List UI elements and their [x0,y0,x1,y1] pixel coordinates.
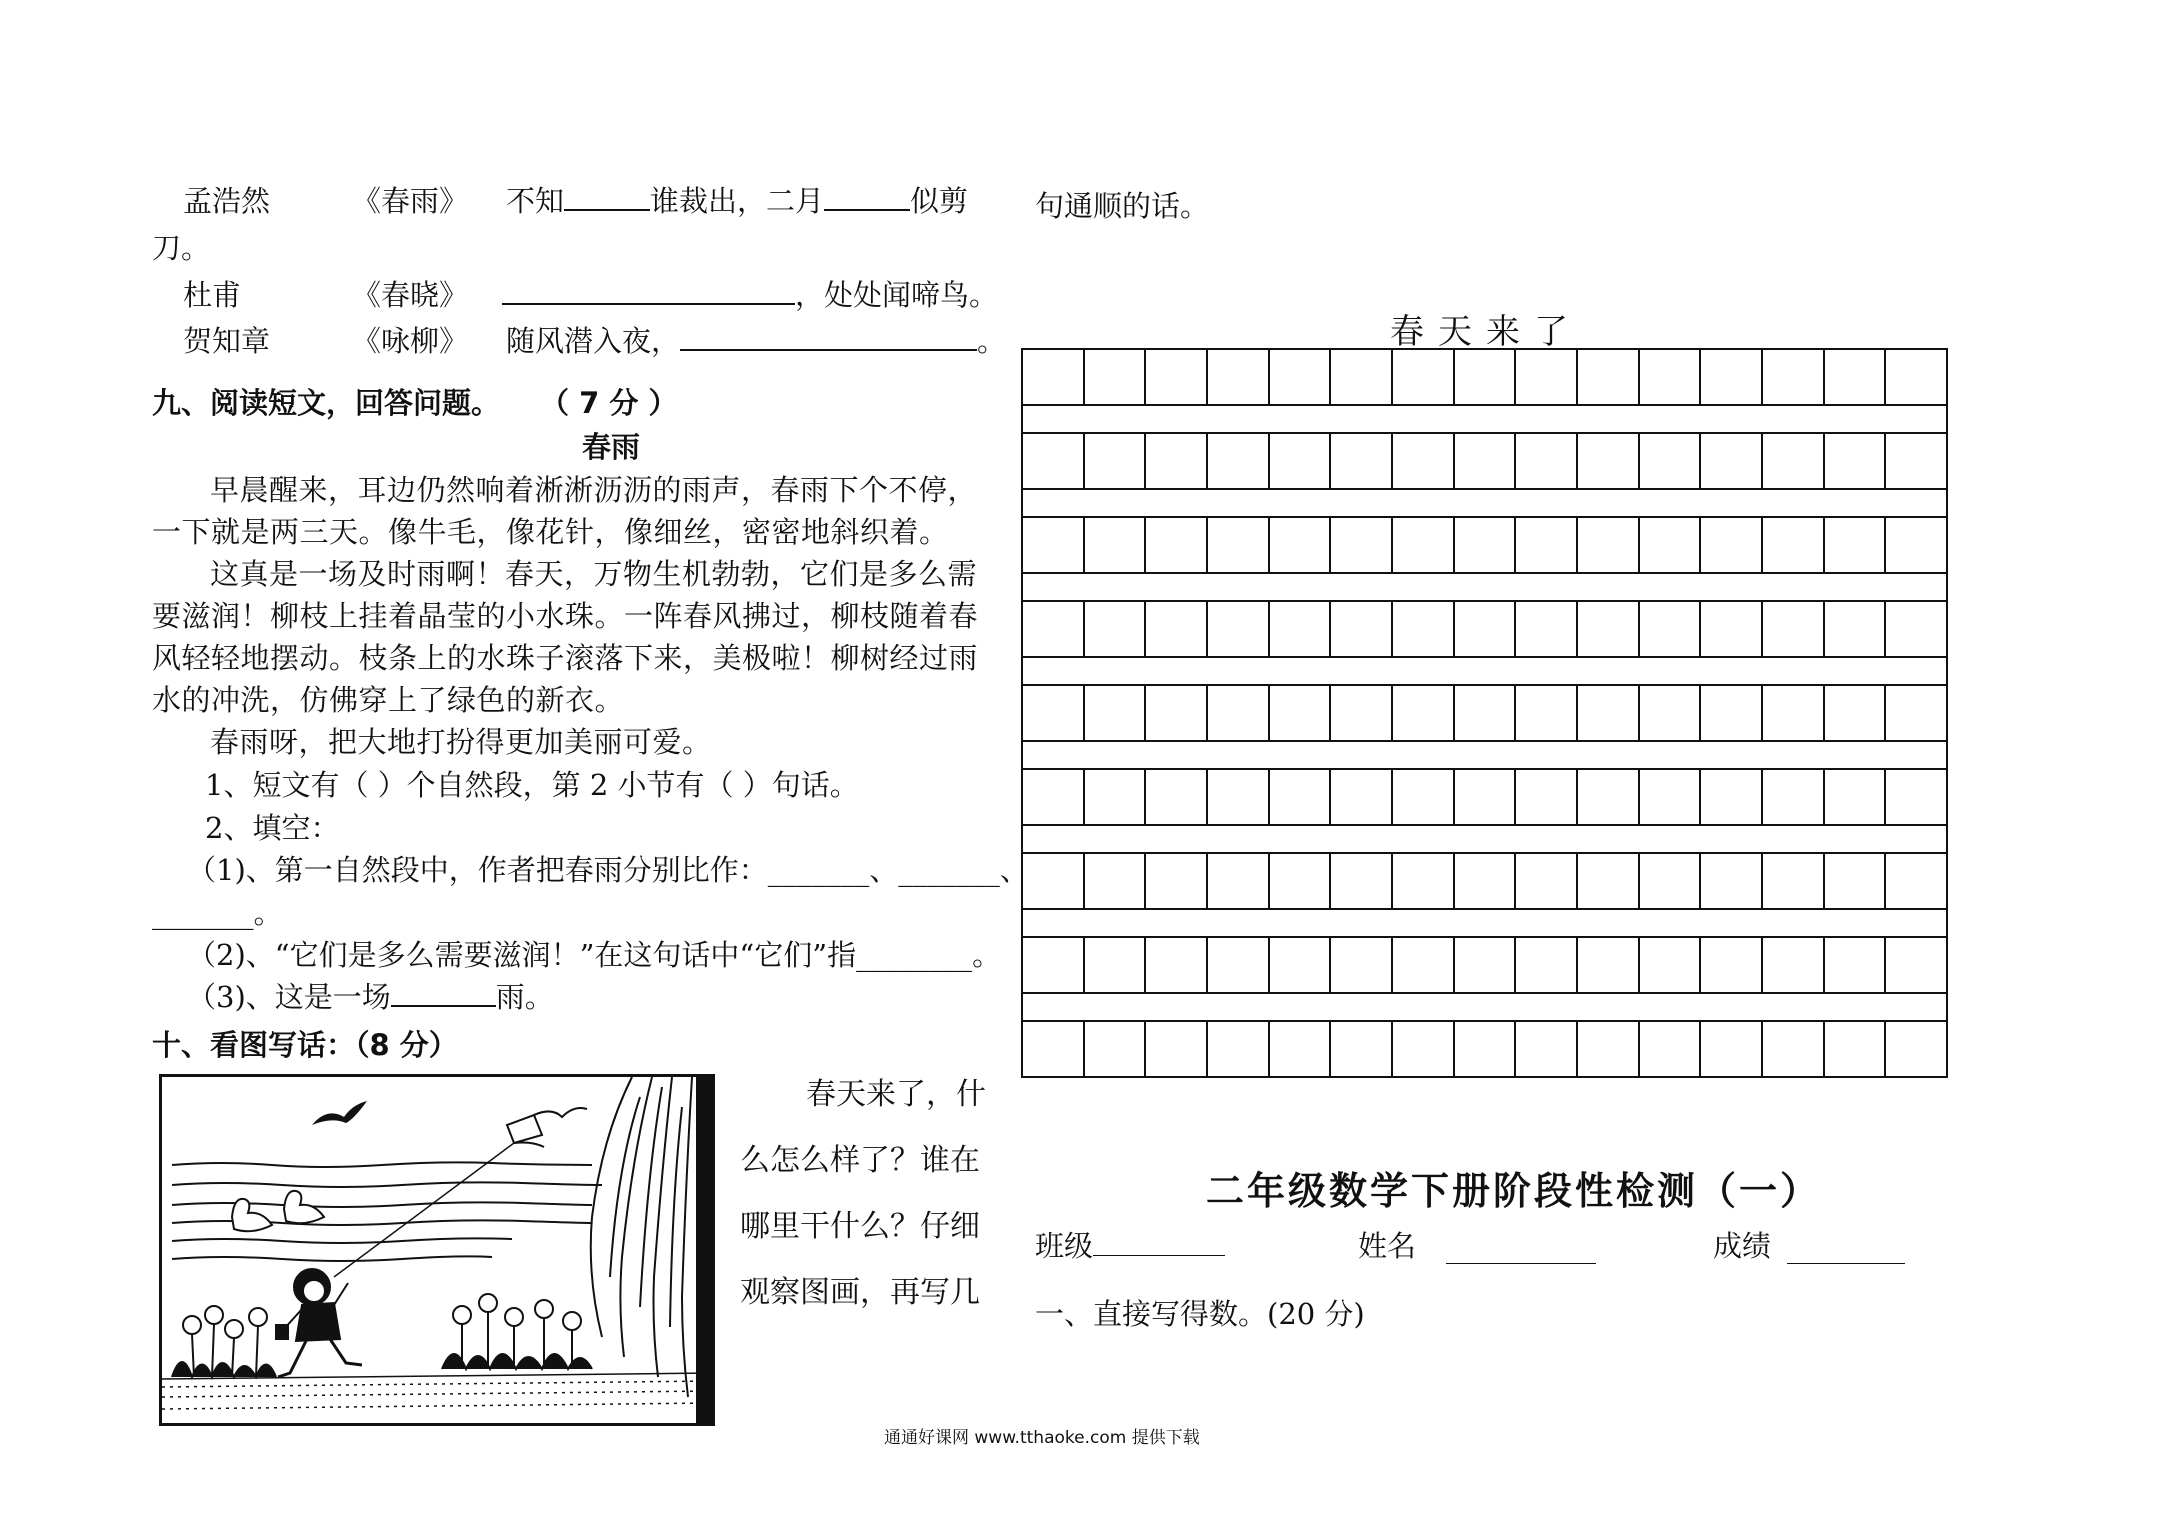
footer-source: 通通好课网 www.tthaoke.com 提供下载 [884,1428,1200,1448]
writing-grid-spacer [1021,742,1948,768]
prompt-line-3: 哪里干什么？仔细 [740,1209,980,1244]
writing-grid-cell[interactable] [1701,1022,1763,1076]
writing-grid-cell[interactable] [1763,938,1825,992]
passage-paragraph-2: 这真是一场及时雨啊！春天，万物生机勃勃，它们是多么需要滋润！柳枝上挂着晶莹的小水珠。一阵春风拂过，柳枝随着春风轻轻地摆动。枝条上的水珠子滚落下来，美极啦！柳树经过雨水的冲洗，仿佛穿上了绿色的新衣。 [152,557,979,717]
poem2-blank[interactable] [502,299,795,305]
poem2-line [502,275,998,315]
writing-grid-cell[interactable] [1455,854,1517,908]
writing-grid-row [1021,684,1948,742]
prompt-line-4: 观察图画，再写几 [740,1275,980,1310]
poem3-title: 《咏柳》 [352,324,469,358]
writing-grid-cell[interactable] [1516,854,1578,908]
writing-grid-row [1021,768,1948,826]
writing-grid-cell[interactable] [1208,434,1270,488]
question-2-3-a: （3)、这是一场 [187,980,391,1014]
writing-grid-cell[interactable] [1455,518,1517,572]
question-1: 1、短文有（ ）个自然段，第 2 小节有（ ）句话。 [205,768,859,802]
writing-grid-cell[interactable] [1393,938,1455,992]
writing-grid-cell[interactable] [1701,518,1763,572]
writing-grid-cell[interactable] [1023,434,1085,488]
poem1-author: 孟浩然 [183,184,271,218]
prompt-line-1: 春天来了，什 [806,1077,986,1112]
writing-grid-cell[interactable] [1023,518,1085,572]
poem1-wrap: 刀。 [152,231,211,265]
writing-grid-cell[interactable] [1578,686,1640,740]
writing-grid-cell[interactable] [1270,770,1332,824]
writing-grid-cell[interactable] [1146,854,1208,908]
section9-score: （ 7 分 ） [540,386,678,420]
writing-grid-cell[interactable] [1270,686,1332,740]
poem1-blank2[interactable] [824,205,910,211]
writing-grid-cell[interactable] [1270,350,1332,404]
question-2-3-b: 雨。 [495,980,554,1014]
writing-grid-cell[interactable] [1825,854,1887,908]
writing-grid-cell[interactable] [1578,1022,1640,1076]
writing-grid-row [1021,348,1948,406]
writing-grid-cell[interactable] [1393,854,1455,908]
writing-grid-cell[interactable] [1825,518,1887,572]
writing-grid-cell[interactable] [1516,938,1578,992]
poem3-blank[interactable] [680,345,977,351]
writing-grid-cell[interactable] [1455,602,1517,656]
passage-paragraph-3: 春雨呀，把大地打扮得更加美丽可爱。 [210,725,712,759]
writing-grid-cell[interactable] [1085,602,1147,656]
poem1-part1: 不知 [506,184,565,218]
writing-grid-cell[interactable] [1886,938,1946,992]
writing-grid-cell[interactable] [1763,1022,1825,1076]
poem3-author: 贺知章 [183,324,271,358]
writing-grid-cell[interactable] [1825,350,1887,404]
writing-grid-cell[interactable] [1270,434,1332,488]
writing-grid-cell[interactable] [1701,938,1763,992]
question-2-2: （2)、“它们是多么需要滋润！”在这句话中“它们”指________。 [187,938,1002,972]
writing-grid-cell[interactable] [1146,1022,1208,1076]
writing-grid-cell[interactable] [1455,434,1517,488]
writing-grid-spacer [1021,910,1948,936]
writing-grid-cell[interactable] [1146,350,1208,404]
poem1-line [506,181,968,221]
writing-grid-cell[interactable] [1516,602,1578,656]
writing-grid-cell[interactable] [1578,854,1640,908]
writing-grid-cell[interactable] [1208,938,1270,992]
writing-grid-cell[interactable] [1085,770,1147,824]
writing-grid-cell[interactable] [1455,938,1517,992]
writing-grid-spacer [1021,574,1948,600]
writing-grid-cell[interactable] [1886,854,1946,908]
writing-grid-cell[interactable] [1331,686,1393,740]
writing-grid-cell[interactable] [1085,938,1147,992]
writing-grid-cell[interactable] [1455,1022,1517,1076]
question-2: 2、填空： [205,811,340,845]
class-input[interactable] [1093,1251,1225,1256]
writing-grid-spacer [1021,826,1948,852]
writing-grid-cell[interactable] [1331,938,1393,992]
bird-icon [312,1101,367,1125]
writing-grid-cell[interactable] [1886,602,1946,656]
poem2-title: 《春晓》 [352,278,469,312]
writing-grid-cell[interactable] [1640,686,1702,740]
poem1-part3: 似剪 [910,184,969,218]
writing-grid-cell[interactable] [1331,1022,1393,1076]
writing-grid-cell[interactable] [1331,854,1393,908]
writing-grid-row [1021,516,1948,574]
passage-title: 春雨 [582,430,641,464]
writing-grid-cell[interactable] [1393,602,1455,656]
writing-grid-cell[interactable] [1146,434,1208,488]
writing-grid-cell[interactable] [1208,1022,1270,1076]
writing-grid-cell[interactable] [1393,518,1455,572]
writing-grid-cell[interactable] [1393,686,1455,740]
writing-grid-cell[interactable] [1640,434,1702,488]
writing-grid-cell[interactable] [1578,602,1640,656]
writing-grid-cell[interactable] [1208,518,1270,572]
writing-grid-cell[interactable] [1763,518,1825,572]
writing-grid-cell[interactable] [1516,434,1578,488]
writing-grid-cell[interactable] [1331,518,1393,572]
writing-grid-cell[interactable] [1578,938,1640,992]
spring-kite-illustration [159,1074,715,1426]
writing-grid-cell[interactable] [1640,350,1702,404]
writing-grid-cell[interactable] [1455,686,1517,740]
writing-grid-cell[interactable] [1023,686,1085,740]
writing-grid-cell[interactable] [1825,1022,1887,1076]
writing-grid-cell[interactable] [1516,1022,1578,1076]
question-2-1-wrap: _______。 [152,896,283,930]
passage-paragraph-1: 早晨醒来，耳边仍然响着淅淅沥沥的雨声，春雨下个不停，一下就是两三天。像牛毛，像花针，像细丝，密密地斜织着。 [152,473,978,549]
score-label: 成绩 [1713,1229,1772,1263]
writing-grid-cell[interactable] [1578,434,1640,488]
writing-grid-cell[interactable] [1023,1022,1085,1076]
writing-grid-cell[interactable] [1640,938,1702,992]
writing-grid-spacer [1021,658,1948,684]
writing-grid-cell[interactable] [1270,518,1332,572]
writing-grid-cell[interactable] [1146,938,1208,992]
writing-grid-cell[interactable] [1516,350,1578,404]
writing-grid-cell[interactable] [1640,854,1702,908]
writing-grid-cell[interactable] [1763,434,1825,488]
writing-grid-cell[interactable] [1023,854,1085,908]
writing-grid-cell[interactable] [1516,686,1578,740]
writing-grid-cell[interactable] [1640,1022,1702,1076]
writing-grid-cell[interactable] [1886,686,1946,740]
child-icon [276,1269,362,1377]
writing-grid-cell[interactable] [1146,518,1208,572]
writing-grid-title: 春天来了 [1390,312,1582,352]
writing-grid-cell[interactable] [1331,602,1393,656]
writing-grid-cell[interactable] [1270,602,1332,656]
writing-grid-cell[interactable] [1763,350,1825,404]
writing-grid-spacer [1021,490,1948,516]
score-input[interactable] [1787,1259,1905,1264]
writing-grid-cell[interactable] [1393,434,1455,488]
writing-grid-cell[interactable] [1331,434,1393,488]
writing-grid-cell[interactable] [1516,518,1578,572]
writing-grid-cell[interactable] [1640,518,1702,572]
poem2-part1: ，处处闻啼鸟。 [795,278,999,312]
poem1-blank1[interactable] [564,205,650,211]
writing-grid-cell[interactable] [1331,770,1393,824]
writing-grid-cell[interactable] [1146,686,1208,740]
writing-grid-cell[interactable] [1825,434,1887,488]
writing-grid[interactable] [1021,348,1948,1078]
writing-grid-cell[interactable] [1701,854,1763,908]
class-field [1035,1226,1225,1266]
writing-grid-cell[interactable] [1393,770,1455,824]
prompt-line-2: 么怎么样了？谁在 [740,1143,980,1178]
writing-grid-cell[interactable] [1393,350,1455,404]
poem3-line [506,321,1006,361]
writing-grid-cell[interactable] [1208,350,1270,404]
poem1-part2: 谁裁出，二月 [650,184,825,218]
writing-grid-cell[interactable] [1763,602,1825,656]
writing-grid-cell[interactable] [1023,350,1085,404]
question-2-1: （1)、第一自然段中，作者把春雨分别比作：_______、_______、 [187,853,1029,887]
question-2-3 [187,977,554,1017]
writing-grid-cell[interactable] [1763,770,1825,824]
writing-grid-cell[interactable] [1208,770,1270,824]
writing-grid-cell[interactable] [1331,350,1393,404]
writing-grid-cell[interactable] [1640,602,1702,656]
writing-grid-cell[interactable] [1516,770,1578,824]
writing-grid-cell[interactable] [1208,686,1270,740]
writing-grid-cell[interactable] [1578,770,1640,824]
writing-grid-cell[interactable] [1825,938,1887,992]
writing-grid-cell[interactable] [1763,854,1825,908]
class-label: 班级 [1035,1229,1094,1263]
writing-grid-cell[interactable] [1208,854,1270,908]
writing-grid-cell[interactable] [1085,1022,1147,1076]
prompt-continued: 句通顺的话。 [1035,189,1210,223]
math-question-1: 一、直接写得数。(20 分) [1035,1297,1365,1331]
writing-grid-cell[interactable] [1393,1022,1455,1076]
writing-grid-row [1021,1020,1948,1078]
writing-grid-cell[interactable] [1640,770,1702,824]
writing-grid-cell[interactable] [1886,1022,1946,1076]
kite-icon [334,1108,587,1277]
writing-grid-cell[interactable] [1085,854,1147,908]
writing-grid-cell[interactable] [1085,434,1147,488]
writing-grid-cell[interactable] [1146,770,1208,824]
writing-grid-cell[interactable] [1023,770,1085,824]
flowers-right-icon [442,1294,592,1369]
name-input[interactable] [1446,1259,1596,1264]
poem3-part1: 随风潜入夜， [506,324,681,358]
name-label: 姓名 [1358,1229,1417,1263]
writing-grid-row [1021,600,1948,658]
willow-tree-icon [591,1077,711,1423]
writing-grid-row [1021,432,1948,490]
writing-grid-cell[interactable] [1886,434,1946,488]
writing-grid-cell[interactable] [1763,686,1825,740]
writing-grid-cell[interactable] [1208,602,1270,656]
poem2-author: 杜甫 [183,278,242,312]
writing-grid-cell[interactable] [1701,770,1763,824]
flowers-left-icon [172,1306,276,1377]
writing-grid-cell[interactable] [1085,350,1147,404]
section10-heading: 十、看图写话：（8 分） [152,1028,458,1062]
writing-grid-cell[interactable] [1886,770,1946,824]
writing-grid-cell[interactable] [1886,350,1946,404]
writing-grid-cell[interactable] [1825,602,1887,656]
writing-grid-cell[interactable] [1701,434,1763,488]
writing-grid-spacer [1021,406,1948,432]
poem1-title: 《春雨》 [352,184,469,218]
writing-grid-cell[interactable] [1455,350,1517,404]
writing-grid-cell[interactable] [1023,602,1085,656]
writing-grid-cell[interactable] [1825,770,1887,824]
writing-grid-cell[interactable] [1825,686,1887,740]
writing-grid-cell[interactable] [1455,770,1517,824]
section9-heading: 九、阅读短文，回答问题。 [152,386,501,420]
poem3-end: 。 [977,324,1007,358]
question-2-3-blank[interactable] [391,1001,496,1007]
writing-grid-cell[interactable] [1701,350,1763,404]
writing-grid-cell[interactable] [1085,518,1147,572]
writing-grid-cell[interactable] [1270,854,1332,908]
writing-grid-cell[interactable] [1578,518,1640,572]
writing-grid-spacer [1021,994,1948,1020]
writing-grid-cell[interactable] [1578,350,1640,404]
writing-grid-cell[interactable] [1146,602,1208,656]
ground-icon [162,1373,712,1409]
writing-grid-cell[interactable] [1701,602,1763,656]
math-exam-title: 二年级数学下册阶段性检测（一） [1206,1169,1822,1213]
writing-grid-row [1021,852,1948,910]
illustration-svg [162,1077,712,1423]
writing-grid-cell[interactable] [1270,1022,1332,1076]
writing-grid-row [1021,936,1948,994]
writing-grid-cell[interactable] [1023,938,1085,992]
writing-grid-cell[interactable] [1270,938,1332,992]
writing-grid-cell[interactable] [1886,518,1946,572]
writing-grid-cell[interactable] [1701,686,1763,740]
writing-grid-cell[interactable] [1085,686,1147,740]
